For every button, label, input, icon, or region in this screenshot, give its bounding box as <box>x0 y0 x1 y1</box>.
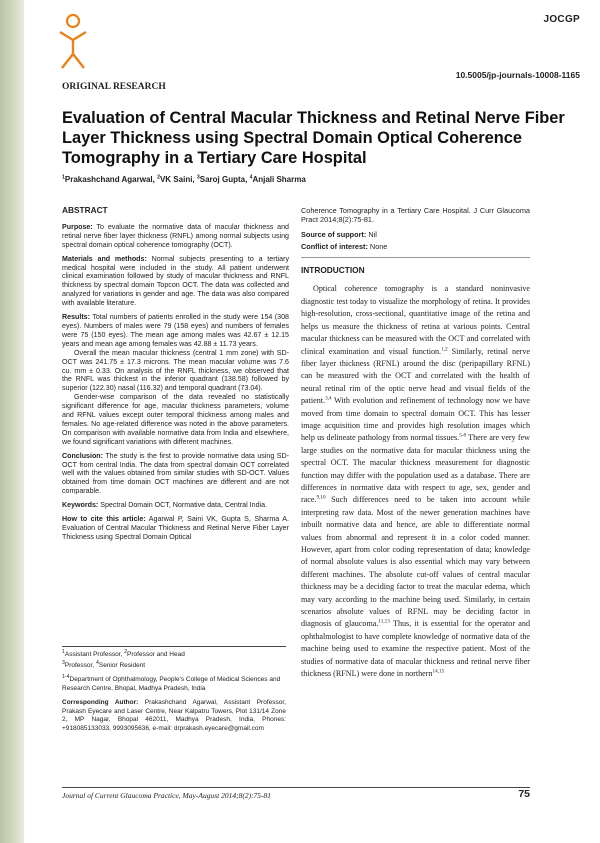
journal-logo-icon <box>58 12 88 70</box>
author-superscript: 2 <box>157 174 160 181</box>
page-side-strip <box>0 0 24 843</box>
intro-text: There are very few large studies on the normative data for macular thickness using the spectral OCT. The macular thickness measurement for diagnostic function may differ with the population used as a database. There are differences in normative data with respect to age, sex, gender and race. <box>301 433 531 505</box>
results-paragraph-3: Gender-wise comparison of the data revealed no statistically significant difference for age, macular thickness parameters, volume and RFNL values except outer temporal thickness among males and females. No age-related difference was noted in the above parameters. On comparison with available normative data from India and elsewhere, we found significant variations with different machines. <box>62 393 289 446</box>
department-text: Department of Ophthalmology, People's College of Medical Sciences and Research Centre, Bhopal, Madhya Pradesh, India <box>62 676 281 692</box>
affil-superscript: 1-4 <box>62 673 70 680</box>
how-to-cite <box>62 515 289 542</box>
corresponding-author <box>62 699 286 733</box>
abstract-keywords <box>62 501 289 510</box>
abstract-column <box>62 206 289 547</box>
author-superscript: 3 <box>196 174 200 181</box>
conflict-of-interest <box>301 242 530 251</box>
citation-ref: 11,13 <box>378 618 390 625</box>
affil-superscript: 2 <box>124 648 128 655</box>
intro-text: Similarly, retinal nerve fiber layer thickness (RFNL) around the disc (peripapillary RFNL) can be measured with the OCT and correlated with the health of neural retinal rim of the optic nerve head and visual fields of the patient. <box>301 346 531 406</box>
author-name: VK Saini, <box>159 175 197 184</box>
author-superscript: 1 <box>62 174 65 181</box>
corresponding-text: Prakashchand Agarwal, Assistant Professor, Prakash Eyecare and Laser Centre, Near Kalpatru Towers, Plot 131/14 Zone 2, MP Nagar, Bhopal 462011, Madhya Pradesh, India, Phones: +918085133033, 9993095636, e-mail: drprakash.eyecare@gmail.com <box>62 699 286 732</box>
purpose-text: To evaluate the normative data of macular thickness and retinal nerve fiber layer thickness (RNFL) among normal subjects using spectral domain optical coherence tomography (OCT). <box>62 222 289 249</box>
journal-abbreviation: JOCGP <box>543 14 580 25</box>
footer-divider <box>62 787 530 788</box>
introduction-body <box>301 283 530 680</box>
abstract-methods <box>62 255 289 308</box>
affil-superscript: 3 <box>62 659 65 666</box>
abstract-results <box>62 313 289 349</box>
department-line <box>62 673 286 693</box>
intro-text: With evolution and refinement of technology now we have moved from time domain to spectral domain OCT. This has lesser image acquisition time and provides high resolution images which help us delineate pathology from normal tissues. <box>301 396 530 443</box>
corresponding-label: Corresponding Author: <box>62 699 139 706</box>
citation-ref: 14,15 <box>432 668 445 675</box>
affiliation-line <box>62 648 286 660</box>
section-type-label: ORIGINAL RESEARCH <box>62 82 166 92</box>
conflict-text: None <box>369 241 388 251</box>
methods-label: Materials and methods: <box>62 254 147 263</box>
affil-text: Senior Resident <box>98 661 146 669</box>
conclusion-text: The study is the first to provide normative data using SD-OCT from central India. The data from spectral domain OCT correlated well with the values obtained from similar studies with SD-OCT. Values obtained from time domain OCT machines are different and are not comparable. <box>62 451 290 496</box>
author-list <box>62 175 306 184</box>
abstract-heading: ABSTRACT <box>62 205 108 215</box>
intro-paragraph <box>301 283 530 680</box>
citation-ref: 3,4 <box>325 395 332 402</box>
methods-text: Normal subjects presenting to a tertiary medical hospital were included in the study. All patient underwent clinical examination followed by study of macular thickness and RNFL thickness by spectral domain Topcon OCT. The data was collected and analyzed for variations in gender and age. The data was also compared with available literature. <box>62 254 289 308</box>
conclusion-label: Conclusion: <box>62 451 103 460</box>
intro-text: Such differences need to be taken into account while interpreting raw data. Most of the newer generation machines have inbuilt normative data and hence, are able to differentiate normal values from abnormal and represent it in a color coded manner. However, apart from color coding representation of data; knowledge of normal absolute values is also essential which may vary between different machines. The absolute cut-off values of central macular thickness may be a deciding factor to treat the macular edema, which may vary according to the machine being used. Similarly, in certain scenarios absolute values of RFNL may be deciding factor in diagnosis of glaucoma. <box>301 495 530 629</box>
citation-ref: 1,2 <box>441 345 448 352</box>
intro-text: Optical coherence tomography is a standard noninvasive diagnostic test today to visualize the morphology of retina. It provides high-resolution, cross-sectional, quantitative image of the retina and helps us measure the thickness of retina at various points. Central macular thickness can be measured with the OCT and correlated with clinical examination and visual function. <box>301 284 530 356</box>
purpose-label: Purpose: <box>62 222 93 231</box>
author-name: Saroj Gupta, <box>199 175 250 184</box>
results-label: Results: <box>62 313 90 322</box>
abstract-purpose <box>62 223 289 250</box>
affiliation-line <box>62 659 286 671</box>
support-label: Source of support: <box>301 229 367 239</box>
results-paragraph-2: Overall the mean macular thickness (central 1 mm zone) with SD-OCT was 241.75 ± 17.3 microns. The mean macular volume was 7.6 cu. mm ± 0.33. On analysis of the RNFL thickness, we observed that the RNFL was thickest in the inferior quadrant (138.58) followed by superior (122.30) nasal (116.32) and temporal quadrant (73.04). <box>62 348 289 393</box>
keywords-label: Keywords: <box>62 501 99 510</box>
affil-text: Assistant Professor, <box>64 651 125 658</box>
article-title: Evaluation of Central Macular Thickness and Retinal Nerve Fiber Layer Thickness using Spectral Domain Optical Coherence Tomography in a Tertiary Care Hospital <box>62 109 565 167</box>
source-of-support <box>301 230 530 239</box>
affil-text: Professor and Head <box>127 651 185 658</box>
cite-label: How to cite this article: <box>62 515 146 524</box>
affil-superscript: 1 <box>62 648 65 655</box>
keywords-text: Spectral Domain OCT, Normative data, Central India. <box>100 501 268 510</box>
citation-ref: 9,10 <box>316 494 326 501</box>
footer-journal-citation: Journal of Current Glaucoma Practice, May-August 2014;8(2):75-81 <box>62 791 272 800</box>
page-number: 75 <box>518 788 530 800</box>
conflict-label: Conflict of interest: <box>301 241 368 251</box>
results-text: Total numbers of patients enrolled in the study were 154 (308 eyes). Numbers of males were 79 (158 eyes) and numbers of females were 75 (150 eyes). The mean age among males was 42.67 ± 12.15 years and mean age among females was 42.88 ± 11.73 years. <box>62 313 289 348</box>
abstract-conclusion <box>62 452 289 497</box>
author-name: Anjali Sharma <box>252 175 306 184</box>
affil-superscript: 4 <box>95 659 99 666</box>
citation-ref: 5-8 <box>459 432 467 439</box>
support-text: Nil <box>368 229 377 239</box>
right-column <box>301 206 530 680</box>
affil-text: Professor, <box>64 661 96 669</box>
author-affiliations <box>62 646 286 735</box>
doi-link[interactable]: 10.5005/jp-journals-10008-1165 <box>455 70 580 80</box>
cite-continuation: Coherence Tomography in a Tertiary Care Hospital. J Curr Glaucoma Pract 2014;8(2):75-81. <box>301 206 530 225</box>
author-superscript: 4 <box>249 174 253 181</box>
introduction-heading: INTRODUCTION <box>301 265 365 276</box>
intro-text: Thus, it is essential for the operator and ophthalmologist to have complete knowledge of normative data of the machine being used to examine the respective patient. Most of the studies of normative data of macular thickness and retinal nerve fiber thickness (RFNL) were done in northern <box>301 619 530 679</box>
author-name: Prakashchand Agarwal, <box>64 175 158 184</box>
cite-text: Agarwal P, Saini VK, Gupta S, Sharma A. Evaluation of Central Macular Thickness and Retinal Nerve Fiber Layer Thickness using Spectral Domain Optical <box>62 515 289 541</box>
